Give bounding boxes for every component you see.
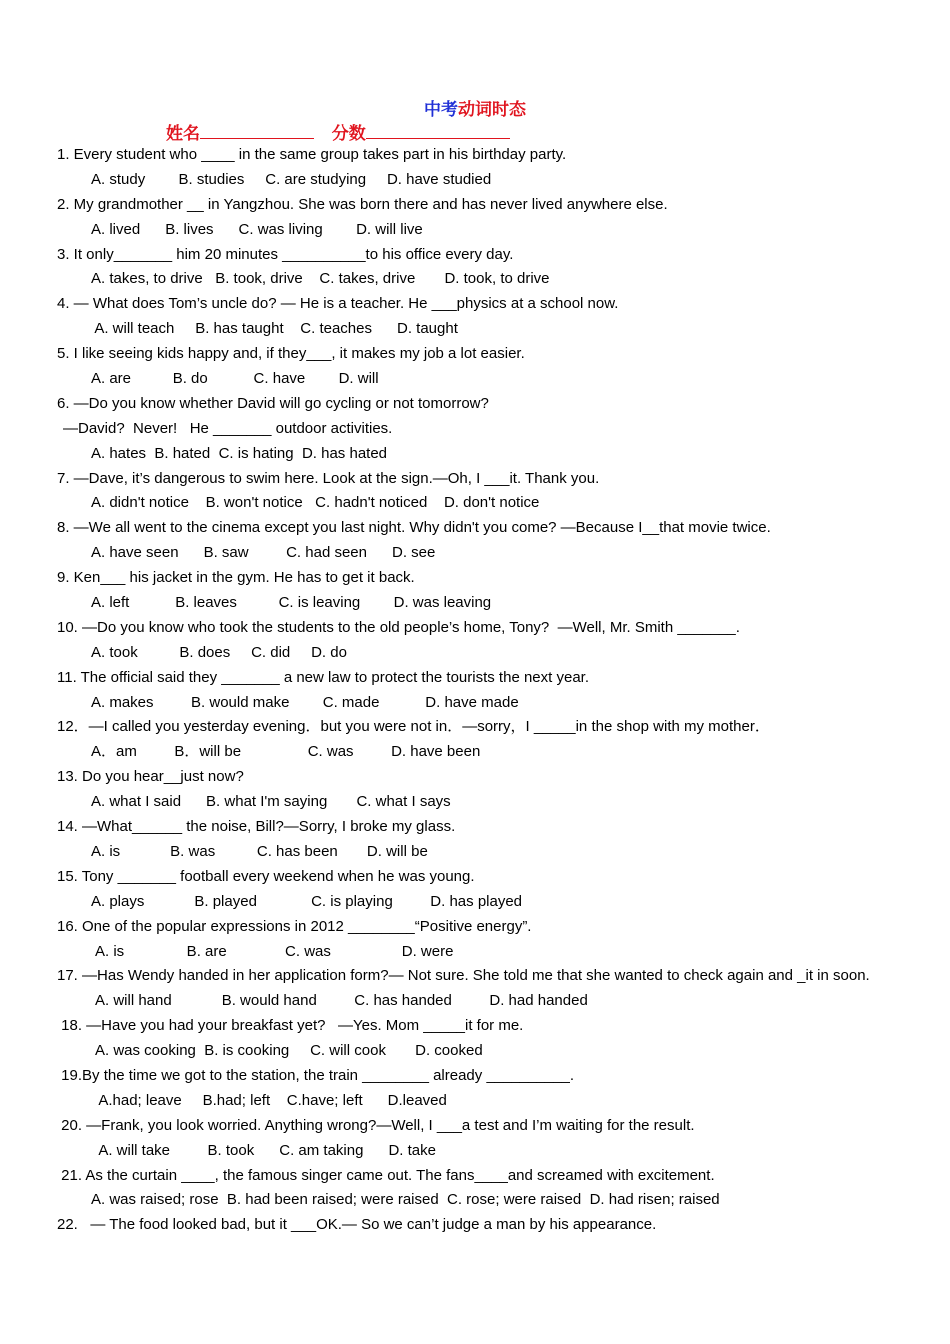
answer-options: A．am B．will be C. was D. have been xyxy=(91,743,481,761)
question-text: 3. It only_______ him 20 minutes __________to his office every day. xyxy=(57,245,514,263)
answer-options: A. took B. does C. did D. do xyxy=(91,643,347,661)
answer-options: A. is B. are C. was D. were xyxy=(95,942,454,960)
answer-options: A.had; leave B.had; left C.have; left D.leaved xyxy=(95,1091,447,1109)
answer-options: A. left B. leaves C. is leaving D. was leaving xyxy=(91,594,492,612)
question-text: 4. — What does Tom’s uncle do? — He is a teacher. He ___physics at a school now. xyxy=(57,295,619,313)
question-text: 13. Do you hear__just now? xyxy=(57,768,244,786)
question-text: 6. —Do you know whether David will go cycling or not tomorrow? xyxy=(57,394,489,412)
answer-options: A. will teach B. has taught C. teaches D. taught xyxy=(91,320,458,338)
question-text: 10. —Do you know who took the students to the old people’s home, Tony? —Well, Mr. Smith _______. xyxy=(57,618,740,636)
answer-options: A. will hand B. would hand C. has handed D. had handed xyxy=(95,992,588,1010)
question-text: 9. Ken___ his jacket in the gym. He has to get it back. xyxy=(57,569,415,587)
answer-options: A. lived B. lives C. was living D. will live xyxy=(91,220,423,238)
question-text: 18. —Have you had your breakfast yet? —Yes. Mom _____it for me. xyxy=(57,1017,524,1035)
question-text: 20. —Frank, you look worried. Anything wrong?—Well, I ___a test and I’m waiting for the result. xyxy=(57,1116,695,1134)
score-label: 分数 xyxy=(331,124,366,144)
name-score-line xyxy=(166,119,510,144)
question-text: 7. —Dave, it’s dangerous to swim here. Look at the sign.—Oh, I ___it. Thank you. xyxy=(57,469,600,487)
score-blank xyxy=(366,123,510,139)
title-part-blue: 中考 xyxy=(424,100,458,120)
question-text: 1. Every student who ____ in the same group takes part in his birthday party. xyxy=(57,146,567,163)
question-text: 8. —We all went to the cinema except you last night. Why didn't you come? —Because I__that movie twice. xyxy=(57,519,771,537)
answer-options: A. will take B. took C. am taking D. take xyxy=(95,1141,436,1159)
question-text: 15. Tony _______ football every weekend when he was young. xyxy=(57,867,475,885)
question-text: 14. —What______ the noise, Bill?—Sorry, I broke my glass. xyxy=(57,818,456,836)
answer-options: A. what I said B. what I'm saying C. what I says xyxy=(91,793,451,811)
name-blank xyxy=(200,123,314,139)
answer-options: A. are B. do C. have D. will xyxy=(91,370,379,388)
question-text: 12．—I called you yesterday evening．but you were not in．—sorry，I _____in the shop with my mother． xyxy=(57,718,770,736)
question-text: 22. — The food looked bad, but it ___OK.— So we can’t judge a man by his appearance. xyxy=(57,1216,657,1234)
title-part-red: 动词时态 xyxy=(458,100,526,120)
answer-options: A. takes, to drive B. took, drive C. takes, drive D. took, to drive xyxy=(91,270,550,288)
question-text: 11. The official said they _______ a new law to protect the tourists the next year. xyxy=(57,668,589,686)
question-text: 17. —Has Wendy handed in her application form?— Not sure. She told me that she wanted to check again and _it in soon. xyxy=(57,967,870,985)
question-text: 16. One of the popular expressions in 2012 ________“Positive energy”. xyxy=(57,917,532,935)
question-text-continued: —David? Never! He _______ outdoor activities. xyxy=(63,419,393,437)
answer-options: A. plays B. played C. is playing D. has played xyxy=(91,892,523,910)
answer-options: A. study B. studies C. are studying D. have studied xyxy=(91,170,492,188)
question-list xyxy=(57,143,930,1238)
question-text: 19.By the time we got to the station, the train ________ already __________. xyxy=(57,1066,575,1084)
page-title xyxy=(0,95,950,120)
answer-options: A. makes B. would make C. made D. have made xyxy=(91,693,519,711)
question-text: 21. As the curtain ____, the famous singer came out. The fans____and screamed with excitement. xyxy=(57,1166,715,1184)
answer-options: A. didn't notice B. won't notice C. hadn't noticed D. don't notice xyxy=(91,494,540,512)
answer-options: A. was raised; rose B. had been raised; were raised C. rose; were raised D. had risen; raised xyxy=(91,1191,720,1209)
name-label: 姓名 xyxy=(166,124,200,144)
answer-options: A. hates B. hated C. is hating D. has hated xyxy=(91,444,388,462)
answer-options: A. was cooking B. is cooking C. will cook D. cooked xyxy=(95,1042,483,1060)
answer-options: A. is B. was C. has been D. will be xyxy=(91,842,428,860)
question-text: 2. My grandmother __ in Yangzhou. She was born there and has never lived anywhere else. xyxy=(57,195,668,213)
question-text: 5. I like seeing kids happy and, if they___, it makes my job a lot easier. xyxy=(57,345,525,363)
answer-options: A. have seen B. saw C. had seen D. see xyxy=(91,544,436,562)
